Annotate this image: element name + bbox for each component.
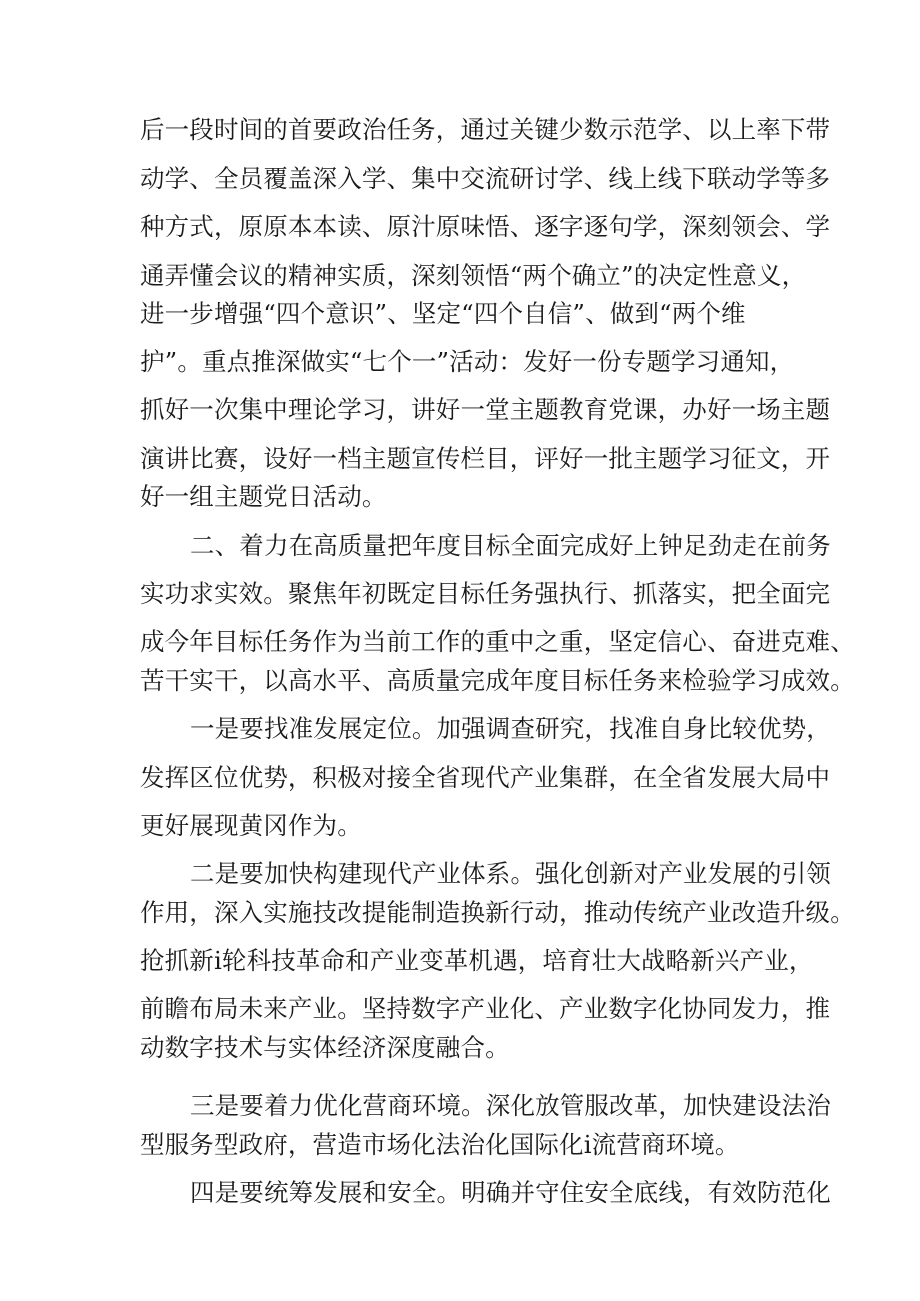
text-line: 后一段时间的首要政治任务，通过关键少数示范学、以上率下带 — [140, 115, 831, 144]
text-line: 抓好一次集中理论学习，讲好一堂主题教育党课，办好一场主题 — [140, 395, 831, 424]
text-line: 实功求实效。聚焦年初既定目标任务强执行、抓落实，把全面完 — [140, 579, 831, 608]
text-line: 作用，深入实施技改提能制造换新行动，推动传统产业改造升级。 — [140, 898, 855, 927]
text-line: 好一组主题党日活动。 — [140, 482, 387, 511]
text-line: 发挥区位优势，积极对接全省现代产业集群，在全省发展大局中 — [140, 763, 831, 792]
text-line: 护”。重点推深做实“七个一”活动：发好一份专题学习通知， — [140, 347, 795, 376]
paragraph-first-line: 二是要加快构建现代产业体系。强化创新对产业发展的引领 — [190, 859, 831, 888]
text-line: 成今年目标任务作为当前工作的重中之重，坚定信心、奋进克难、 — [140, 627, 855, 656]
text-line: 动学、全员覆盖深入学、集中交流研讨学、线上线下联动学等多 — [140, 164, 831, 193]
paragraph-first-line: 一是要找准发展定位。加强调查研究，找准自身比较优势， — [190, 714, 831, 743]
text-line: 进一步增强“四个意识”、坚定“四个自信”、做到“两个维 — [140, 299, 746, 328]
paragraph-first-line: 三是要着力优化营商环境。深化放管服改革，加快建设法治 — [190, 1091, 831, 1120]
paragraph-first-line: 四是要统筹发展和安全。明确并守住安全底线，有效防范化 — [190, 1178, 831, 1207]
text-line: 种方式，原原本本读、原汁原味悟、逐字逐句学，深刻领会、学 — [140, 212, 831, 241]
text-line: 演讲比赛，设好一档主题宣传栏目，评好一批主题学习征文，开 — [140, 444, 831, 473]
text-line: 通弄懂会议的精神实质，深刻领悟“两个确立”的决定性意义， — [140, 261, 807, 290]
text-line: 前瞻布局未来产业。坚持数字产业化、产业数字化协同发力，推 — [140, 994, 831, 1023]
text-line: 苦干实干，以高水平、高质量完成年度目标任务来检验学习成效。 — [140, 666, 855, 695]
text-line: 更好展现黄冈作为。 — [140, 811, 362, 840]
text-line: 动数字技术与实体经济深度融合。 — [140, 1033, 510, 1062]
text-line: 型服务型政府，营造市场化法治化国际化i流营商环境。 — [140, 1130, 740, 1159]
text-line: 抢抓新i轮科技革命和产业变革机遇，培育壮大战略新兴产业， — [140, 946, 814, 975]
paragraph-first-line: 二、着力在高质量把年度目标全面完成好上钟足劲走在前务 — [190, 531, 831, 560]
